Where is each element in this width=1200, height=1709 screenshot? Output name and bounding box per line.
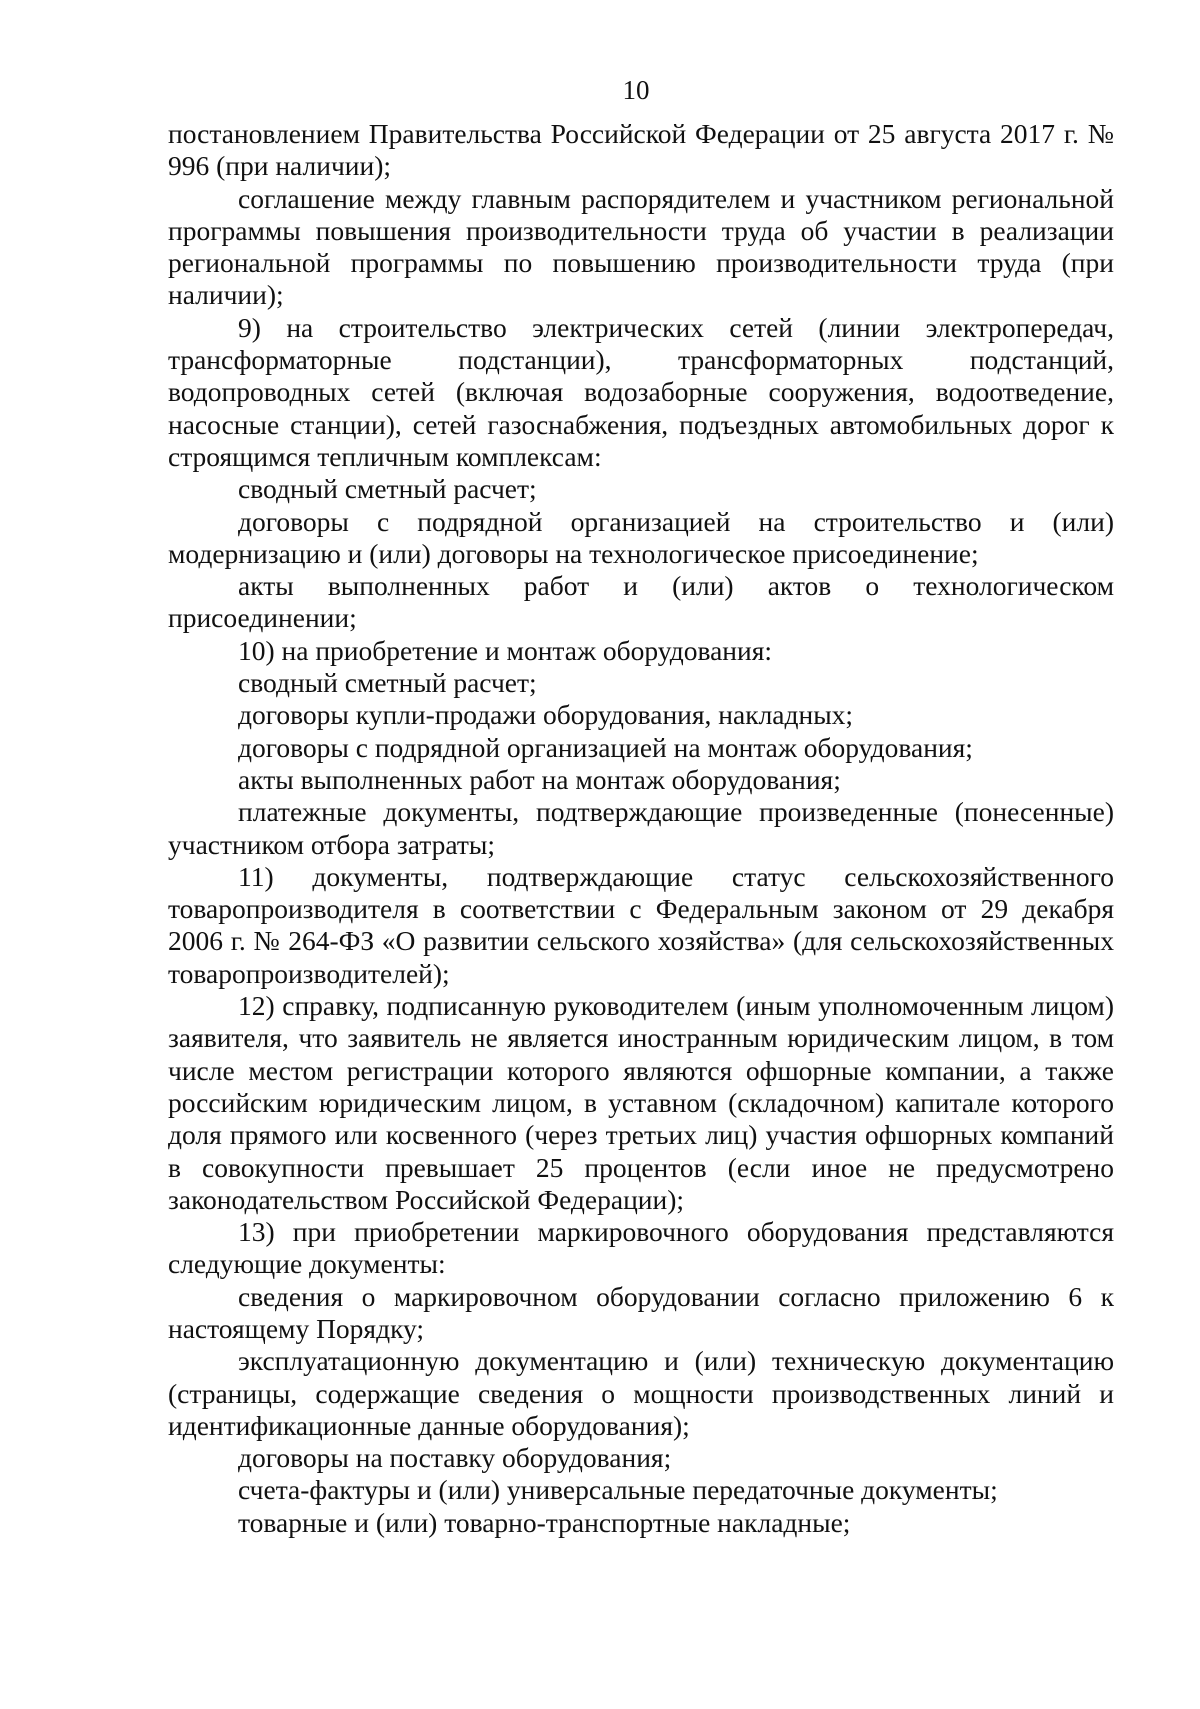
- paragraph-item-9-estimate: сводный сметный расчет;: [238, 473, 537, 505]
- paragraph-item-10-sale-contracts: договоры купли-продажи оборудования, накладных;: [238, 699, 854, 731]
- paragraph-agreement: соглашение между главным распорядителем и участником региональной программы повышения производительности труда об участии в реализации региональной программы по повышению производительности труда (при наличии);: [168, 182, 1114, 311]
- document-body: [168, 118, 1114, 1539]
- paragraph-item-13-invoices: счета-фактуры и (или) универсальные передаточные документы;: [238, 1474, 998, 1506]
- paragraph-continuation: постановлением Правительства Российской Федерации от 25 августа 2017 г. № 996 (при наличии);: [168, 118, 1114, 182]
- paragraph-item-10-acts: акты выполненных работ на монтаж оборудования;: [238, 763, 841, 795]
- page-number: 10: [622, 75, 650, 105]
- paragraph-item-13-supply-contracts: договоры на поставку оборудования;: [238, 1442, 672, 1474]
- paragraph-item-10-estimate: сводный сметный расчет;: [238, 667, 537, 699]
- paragraph-item-13-waybills: товарные и (или) товарно-транспортные накладные;: [238, 1506, 851, 1538]
- paragraph-item-9: 9) на строительство электрических сетей (линии электропередач, трансформаторные подстанции), трансформаторных подстанций, водопроводных сетей (включая водозаборные сооружения, водоотведение, насосные станции), сетей газоснабжения, подъездных автомобильных дорог к строящимся тепличным комплексам:: [168, 311, 1114, 472]
- paragraph-item-9-contracts: договоры с подрядной организацией на строительство и (или) модернизацию и (или) договоры на технологическое присоединение;: [168, 505, 1114, 569]
- paragraph-item-9-acts: акты выполненных работ и (или) актов о технологическом присоединении;: [168, 570, 1114, 634]
- paragraph-item-10-installation-contracts: договоры с подрядной организацией на монтаж оборудования;: [238, 731, 973, 763]
- paragraph-item-10: 10) на приобретение и монтаж оборудования:: [238, 634, 773, 666]
- paragraph-item-13-info: сведения о маркировочном оборудовании согласно приложению 6 к настоящему Порядку;: [168, 1280, 1114, 1344]
- paragraph-item-13-documentation: эксплуатационную документацию и (или) техническую документацию (страницы, содержащие сведения о мощности производственных линий и идентификационные данные оборудования);: [168, 1345, 1114, 1441]
- paragraph-item-10-payments: платежные документы, подтверждающие произведенные (понесенные) участником отбора затраты;: [168, 796, 1114, 860]
- paragraph-item-12: 12) справку, подписанную руководителем (иным уполномоченным лицом) заявителя, что заявитель не является иностранным юридическим лицом, в том числе местом регистрации которого являются офшорные компании, а также российским юридическим лицом, в уставном (складочном) капитале которого доля прямого или косвенного (через третьих лиц) участия офшорных компаний в совокупности превышает 25 процентов (если иное не предусмотрено законодательством Российской Федерации);: [168, 990, 1114, 1215]
- paragraph-item-13: 13) при приобретении маркировочного оборудования представляются следующие документы:: [168, 1216, 1114, 1280]
- paragraph-item-11: 11) документы, подтверждающие статус сельскохозяйственного товаропроизводителя в соответствии с Федеральным законом от 29 декабря 2006 г. № 264-ФЗ «О развитии сельского хозяйства» (для сельскохозяйственных товаропроизводителей);: [168, 860, 1114, 989]
